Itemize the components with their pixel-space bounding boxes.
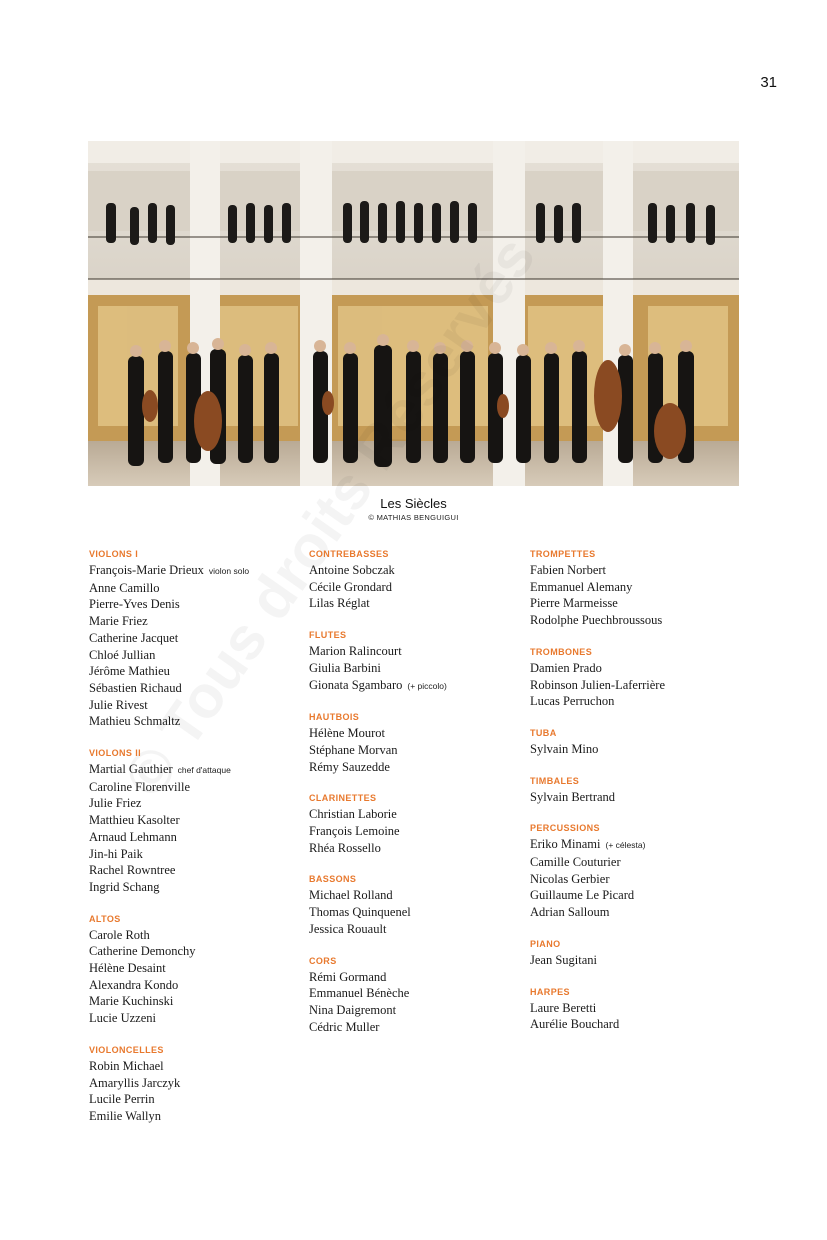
member-role: (+ célesta) [605, 840, 646, 851]
member-name: Hélène Mourot [309, 726, 386, 741]
member-name: Ingrid Schang [89, 879, 160, 894]
member-row [309, 840, 524, 857]
section-title: CLARINETTES [309, 793, 377, 804]
member-row [530, 836, 745, 854]
member-row [89, 879, 304, 896]
member-row [530, 871, 745, 888]
member-row [89, 977, 304, 994]
member-row [89, 596, 304, 613]
member-row [89, 862, 304, 879]
photo-caption [0, 496, 827, 522]
member-row [309, 759, 524, 776]
section-cors [309, 955, 524, 1036]
member-name: Julie Friez [89, 796, 142, 811]
section-violons-ii [89, 747, 304, 896]
member-row [89, 647, 304, 664]
section-title: CONTREBASSES [309, 549, 389, 559]
section-tuba [530, 727, 745, 758]
section-title: HAUTBOIS [309, 712, 360, 723]
member-row [530, 1016, 745, 1033]
member-name: Rachel Rowntree [89, 863, 176, 878]
member-name: Catherine Demonchy [89, 944, 196, 959]
member-row [89, 663, 304, 680]
member-row [89, 713, 304, 730]
member-row [530, 579, 745, 596]
member-row [309, 562, 524, 579]
member-name: Martial Gauthier [89, 762, 173, 777]
member-role: (+ piccolo) [407, 680, 447, 691]
member-row [530, 741, 745, 758]
member-row [530, 562, 745, 579]
member-row [530, 952, 745, 969]
member-name: Rémy Sauzedde [309, 759, 390, 774]
member-name: Emilie Wallyn [89, 1108, 162, 1123]
member-name: Alexandra Kondo [89, 977, 179, 992]
section-piano [530, 938, 745, 969]
member-name: Rhéa Rossello [309, 840, 381, 855]
member-name: Anne Camillo [89, 580, 160, 595]
member-name: Jin-hi Paik [89, 846, 143, 861]
section-clarinettes [309, 792, 524, 856]
section-title: TROMBONES [530, 646, 593, 657]
member-row [309, 969, 524, 986]
member-name: Jessica Rouault [309, 921, 387, 936]
member-row [89, 613, 304, 630]
member-name: Adrian Salloum [530, 905, 610, 920]
section-title: CORS [309, 955, 337, 966]
member-name: Fabien Norbert [530, 563, 607, 577]
member-name: Rémi Gormand [309, 969, 387, 984]
member-name: Matthieu Kasolter [89, 813, 180, 828]
member-row [89, 993, 304, 1010]
member-row [89, 829, 304, 846]
member-name: Cédric Muller [309, 1019, 380, 1034]
member-name: Camille Couturier [530, 855, 621, 870]
section-title: VIOLONCELLES [89, 1044, 164, 1055]
member-row [530, 595, 745, 612]
member-row [309, 579, 524, 596]
section-trompettes [530, 548, 745, 629]
section-flutes [309, 629, 524, 694]
photo-credit: © MATHIAS BENGUIGUI [368, 513, 459, 522]
member-row [530, 693, 745, 710]
section-timbales [530, 775, 745, 806]
member-name: Damien Prado [530, 660, 602, 675]
member-name: Caroline Florenville [89, 779, 191, 794]
section-title: PERCUSSIONS [530, 823, 600, 834]
member-row [89, 1075, 304, 1092]
member-name: Marie Friez [89, 614, 148, 629]
member-row [530, 904, 745, 921]
member-row [89, 761, 304, 779]
member-row [309, 921, 524, 938]
section-title: TROMPETTES [530, 549, 596, 559]
member-row [309, 742, 524, 759]
section-title: VIOLONS I [89, 549, 139, 559]
member-name: François-Marie Drieux [89, 563, 204, 577]
member-row [89, 1058, 304, 1075]
member-name: Marie Kuchinski [89, 994, 174, 1009]
caption-title: Les Siècles [380, 496, 447, 511]
member-row [530, 677, 745, 694]
page-number: 31 [760, 74, 777, 91]
member-name: Eriko Minami [530, 837, 601, 852]
member-name: Sylvain Bertrand [530, 789, 616, 804]
member-row [309, 595, 524, 612]
section-title: FLUTES [309, 630, 347, 641]
member-row [89, 795, 304, 812]
member-name: Sébastien Richaud [89, 680, 182, 695]
member-row [89, 1108, 304, 1125]
member-row [309, 823, 524, 840]
section-hautbois [309, 711, 524, 775]
member-row [309, 1002, 524, 1019]
member-name: Arnaud Lehmann [89, 829, 177, 844]
section-violoncelles [89, 1044, 304, 1125]
section-title: VIOLONS II [89, 748, 142, 759]
member-row [309, 985, 524, 1002]
member-name: Nina Daigremont [309, 1002, 397, 1017]
section-trombones [530, 646, 745, 710]
member-row [530, 660, 745, 677]
member-name: Julie Rivest [89, 697, 148, 712]
section-percussions [530, 822, 745, 921]
member-name: Aurélie Bouchard [530, 1017, 620, 1032]
member-name: Jérôme Mathieu [89, 664, 170, 679]
member-row [89, 630, 304, 647]
member-name: Emmanuel Alemany [530, 579, 633, 594]
member-row [89, 1091, 304, 1108]
member-row [530, 789, 745, 806]
section-title: PIANO [530, 938, 561, 949]
section-violons-i [89, 548, 304, 730]
member-name: Carole Roth [89, 927, 150, 942]
section-contrebasses [309, 548, 524, 612]
member-name: Antoine Sobczak [309, 563, 395, 577]
section-title: TUBA [530, 727, 557, 738]
member-name: Lucas Perruchon [530, 694, 615, 709]
member-row [309, 677, 524, 695]
member-name: Guillaume Le Picard [530, 888, 635, 903]
member-row [89, 580, 304, 597]
member-name: Mathieu Schmaltz [89, 714, 181, 729]
member-row [89, 697, 304, 714]
member-row [89, 1010, 304, 1027]
member-row [309, 725, 524, 742]
member-row [309, 806, 524, 823]
member-row [89, 562, 304, 580]
member-name: Chloé Jullian [89, 647, 156, 662]
section-bassons [309, 873, 524, 937]
member-row [89, 680, 304, 697]
member-name: Amaryllis Jarczyk [89, 1075, 181, 1090]
member-name: Nicolas Gerbier [530, 871, 610, 886]
member-row [309, 643, 524, 660]
roster-column-1 [89, 548, 304, 1142]
member-row [309, 660, 524, 677]
member-name: Catherine Jacquet [89, 630, 179, 645]
member-name: Pierre Marmeisse [530, 596, 618, 611]
member-name: Marion Ralincourt [309, 644, 402, 659]
member-row [89, 812, 304, 829]
member-row [309, 887, 524, 904]
member-name: Lilas Réglat [309, 596, 370, 611]
member-name: Thomas Quinquenel [309, 905, 411, 920]
member-row [89, 779, 304, 796]
section-title: BASSONS [309, 874, 357, 885]
member-name: Cécile Grondard [309, 579, 392, 594]
member-row [89, 943, 304, 960]
member-row [309, 1019, 524, 1036]
member-row [530, 854, 745, 871]
section-title: TIMBALES [530, 775, 580, 786]
member-name: Hélène Desaint [89, 961, 166, 976]
member-name: Gionata Sgambaro [309, 677, 403, 692]
member-name: Lucile Perrin [89, 1092, 155, 1107]
member-name: Rodolphe Puechbroussous [530, 613, 663, 628]
member-name: Jean Sugitani [530, 952, 598, 967]
member-row [89, 927, 304, 944]
member-row [309, 904, 524, 921]
member-name: Robinson Julien-Laferrière [530, 677, 666, 692]
section-harpes [530, 986, 745, 1033]
roster-column-3 [530, 548, 745, 1050]
member-name: Pierre-Yves Denis [89, 597, 180, 612]
member-row [530, 612, 745, 629]
member-name: François Lemoine [309, 824, 400, 839]
member-row [530, 1000, 745, 1017]
roster-column-2 [309, 548, 524, 1052]
member-row [89, 846, 304, 863]
member-name: Robin Michael [89, 1058, 164, 1073]
member-name: Sylvain Mino [530, 741, 599, 756]
member-name: Laure Beretti [530, 1000, 597, 1015]
member-row [89, 960, 304, 977]
orchestra-photo [88, 141, 739, 486]
section-title: HARPES [530, 986, 570, 997]
section-title: ALTOS [89, 913, 121, 924]
member-name: Lucie Uzzeni [89, 1011, 156, 1026]
member-name: Stéphane Morvan [309, 742, 398, 757]
member-role: violon solo [208, 566, 250, 576]
member-name: Giulia Barbini [309, 660, 381, 675]
member-name: Emmanuel Bénèche [309, 986, 410, 1001]
member-row [530, 887, 745, 904]
member-name: Christian Laborie [309, 807, 397, 822]
member-role: chef d'attaque [177, 765, 231, 776]
section-altos [89, 913, 304, 1027]
member-name: Michael Rolland [309, 888, 393, 903]
